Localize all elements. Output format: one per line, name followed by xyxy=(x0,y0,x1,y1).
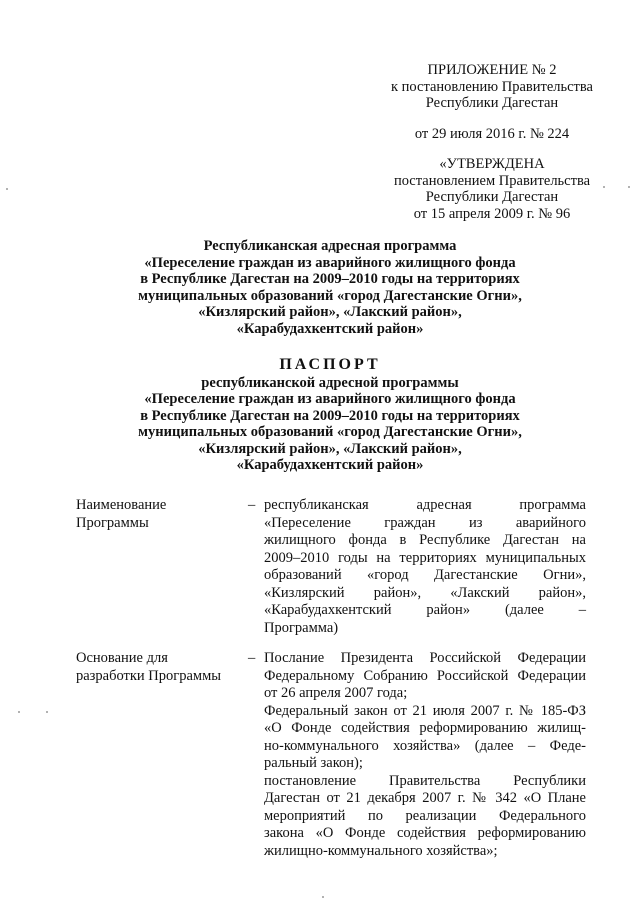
row-value-line: жилищного фонда в Республике Дагестан на xyxy=(264,532,586,548)
row-value-line: Федеральному Собранию Российской Федерации xyxy=(264,667,586,684)
row-value xyxy=(264,650,586,860)
appendix-republic: Республики Дагестан xyxy=(425,95,559,111)
row-value-line: «Карабудахкентский район» (далее – xyxy=(264,602,586,618)
passport-heading-line: «Переселение граждан из аварийного жилищного фонда xyxy=(144,391,516,407)
program-heading-line: «Переселение граждан из аварийного жилищного фонда xyxy=(144,254,516,271)
passport-heading xyxy=(60,357,600,474)
scan-speck xyxy=(46,711,48,713)
passport-heading-line: республиканской адресной программы xyxy=(201,374,459,391)
program-heading-line: муниципальных образований «город Дагестанские Огни», xyxy=(138,287,522,304)
row-label-line: Основание для xyxy=(76,650,168,666)
passport-heading-line: «Карабудахкентский район» xyxy=(236,457,424,473)
row-label xyxy=(76,650,236,685)
row-value-line: «О Фонде содействия реформированию жилищ- xyxy=(264,720,586,736)
row-value-line: «Переселение граждан из аварийного xyxy=(264,514,586,531)
scan-speck xyxy=(322,896,324,898)
passport-title: ПАСПОРТ xyxy=(279,356,381,373)
passport-heading-line: муниципальных образований «город Дагестанские Огни», xyxy=(138,424,522,440)
approved-by: постановлением Правительства xyxy=(393,172,591,189)
passport-heading-line: «Кизлярский район», «Лакский район», xyxy=(198,440,462,457)
row-value-line: Послание Президента Российской Федерации xyxy=(264,650,586,666)
row-value-line: Дагестан от 21 декабря 2007 г. № 342 «О Плане xyxy=(264,790,586,806)
row-value-line: жилищно-коммунального хозяйства»; xyxy=(264,842,498,859)
row-value-line: Федеральный закон от 21 июля 2007 г. № 185-ФЗ xyxy=(264,702,586,719)
row-value-line: ральный закон); xyxy=(264,755,363,771)
row-value-line: «Кизлярский район», «Лакский район», xyxy=(264,584,586,601)
appendix-to-resolution: к постановлению Правительства xyxy=(391,78,593,95)
scan-speck xyxy=(628,186,630,188)
program-heading xyxy=(60,238,600,337)
row-value-line: но-коммунального хозяйства» (далее – Феде- xyxy=(264,737,586,754)
appendix-block xyxy=(372,62,612,222)
program-heading-line: «Кизлярский район», «Лакский район», xyxy=(198,304,462,320)
row-value-line: от 26 апреля 2007 года; xyxy=(264,685,408,701)
row-label-line: разработки Программы xyxy=(76,667,221,684)
scan-speck xyxy=(603,186,605,188)
row-value-line: 2009–2010 годы на территориях муниципальных xyxy=(264,549,586,566)
row-value-line: образований «город Дагестанские Огни», xyxy=(264,567,586,583)
scan-speck xyxy=(6,188,8,190)
row-label-line: Наименование xyxy=(76,497,167,513)
row-dash: – xyxy=(248,650,256,666)
row-value-line: мероприятий по реализации Федерального xyxy=(264,807,586,824)
appendix-title: ПРИЛОЖЕНИЕ № 2 xyxy=(427,62,557,78)
appendix-date: от 29 июля 2016 г. № 224 xyxy=(414,125,570,142)
program-heading-line: Республиканская адресная программа xyxy=(203,238,457,254)
program-heading-line: в Республике Дагестан на 2009–2010 годы на территориях xyxy=(140,271,520,287)
row-label-line: Программы xyxy=(76,514,149,531)
program-heading-line: «Карабудахкентский район» xyxy=(236,320,424,337)
approved-date: от 15 апреля 2009 г. № 96 xyxy=(413,205,571,222)
approved-republic: Республики Дагестан xyxy=(425,189,559,205)
row-dash: – xyxy=(248,497,256,513)
scan-speck xyxy=(18,711,20,713)
row-value-line: постановление Правительства Республики xyxy=(264,772,586,789)
approved-label: «УТВЕРЖДЕНА xyxy=(439,156,545,172)
row-value xyxy=(264,497,586,637)
row-value-line: республиканская адресная программа xyxy=(264,497,586,513)
row-value-line: Программа) xyxy=(264,619,339,636)
row-label xyxy=(76,497,236,532)
row-value-line: закона «О Фонде содействия реформированию xyxy=(264,825,586,841)
passport-heading-line: в Республике Дагестан на 2009–2010 годы на территориях xyxy=(140,407,520,424)
